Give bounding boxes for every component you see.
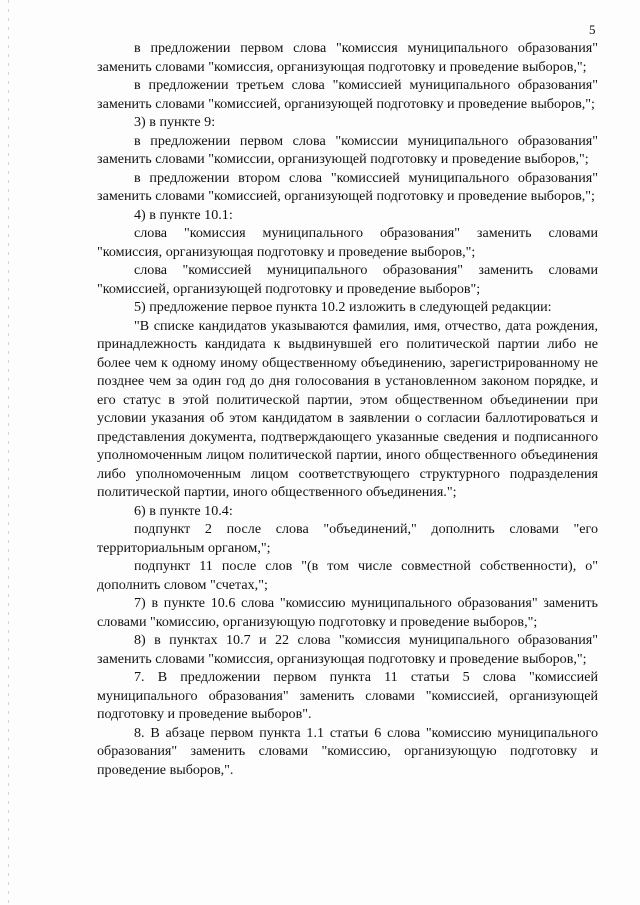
paragraph: в предложении первом слова "комиссия муниципального образования" заменить словами "комиссия, организующая подготовку и проведение выборов,";	[97, 40, 598, 75]
paragraph: 4) в пункте 10.1:	[134, 206, 233, 223]
quoted-paragraph: "В списке кандидатов указываются фамилия, имя, отчество, дата рождения, принадлежность кандидата к выдвинувшей его политической партии либо не более чем к одному иному общественному объединению, зарегистрированному не позднее чем за один год до дня голосования в установленном законом порядке, и его статус в этой политической партии, этом общественном объединении при условии указания об этом кандидатом в заявлении о согласии баллотироваться и представления документа, подтверждающего указанные сведения и подписанного уполномоченным лицом политической партии, иного общественного объединения либо уполномоченным лицом соответствующего структурного подразделения политической партии, иного общественного объединения.";	[97, 317, 598, 500]
paragraph: 7) в пункте 10.6 слова "комиссию муниципального образования" заменить словами "комиссию, организующую подготовку и проведение выборов,";	[97, 595, 598, 630]
paragraph: 5) предложение первое пункта 10.2 изложить в следующей редакции:	[134, 299, 552, 315]
paragraph: в предложении первом слова "комиссии муниципального образования" заменить словами "комиссии, организующей подготовку и проведение выборов,";	[97, 132, 598, 167]
paragraph: слова "комиссией муниципального образования" заменить словами "комиссией, организующей подготовку и проведение выборов";	[97, 262, 598, 297]
paragraph: 6) в пункте 10.4:	[134, 502, 233, 519]
paragraph: подпункт 2 после слова "объединений," дополнить словами "его территориальным органом,";	[97, 521, 598, 556]
paragraph: слова "комиссия муниципального образования" заменить словами "комиссия, организующая подготовку и проведение выборов,";	[97, 225, 598, 260]
paragraph: 8) в пунктах 10.7 и 22 слова "комиссия муниципального образования" заменить словами "комиссия, организующая подготовку и проведение выборов,";	[97, 632, 598, 667]
paragraph: в предложении втором слова "комиссией муниципального образования" заменить словами "комиссией, организующей подготовку и проведение выборов,";	[97, 169, 598, 204]
document-body	[97, 39, 598, 779]
paragraph: 8. В абзаце первом пункта 1.1 статьи 6 слова "комиссию муниципального образования" заменить словами "комиссию, организующую подготовку и проведение выборов,".	[97, 724, 598, 778]
paragraph: подпункт 11 после слов "(в том числе совместной собственности), о" дополнить словом "счетах,";	[97, 558, 598, 593]
scan-edge-line	[8, 0, 9, 905]
paragraph: в предложении третьем слова "комиссией муниципального образования" заменить словами "комиссией, организующей подготовку и проведение выборов,";	[97, 77, 598, 112]
paragraph: 7. В предложении первом пункта 11 статьи 5 слова "комиссией муниципального образования" заменить словами "комиссией, организующей подготовку и проведение выборов".	[97, 669, 598, 722]
paragraph: 3) в пункте 9:	[134, 114, 216, 130]
page-number: 5	[589, 22, 596, 37]
